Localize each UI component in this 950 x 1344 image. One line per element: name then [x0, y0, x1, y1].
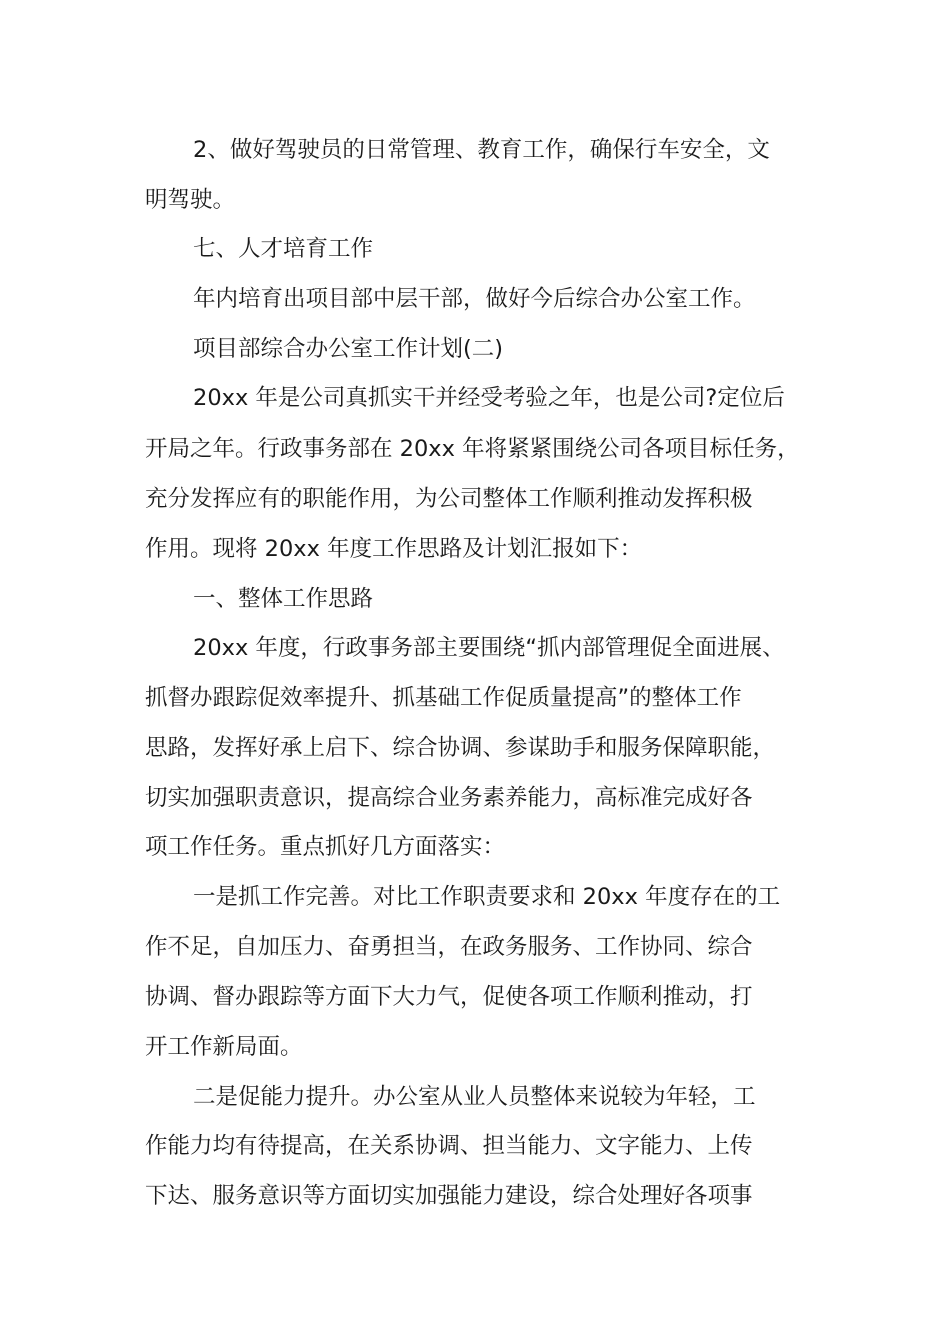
paragraph-line: 抓督办跟踪促效率提升、抓基础工作促质量提高”的整体工作	[145, 685, 742, 711]
section-heading: 七、人才培育工作	[193, 236, 374, 262]
document-title: 项目部综合办公室工作计划(二)	[193, 336, 504, 362]
paragraph-line: 2、做好驾驶员的日常管理、教育工作，确保行车安全，文	[193, 137, 770, 163]
paragraph-line: 下达、服务意识等方面切实加强能力建设，综合处理好各项事	[145, 1183, 753, 1209]
paragraph-line: 明驾驶。	[145, 187, 236, 213]
paragraph-line: 思路，发挥好承上启下、综合协调、参谋助手和服务保障职能，	[145, 735, 776, 761]
paragraph-line: 二是促能力提升。办公室从业人员整体来说较为年轻，工	[193, 1084, 756, 1110]
section-heading: 一、整体工作思路	[193, 586, 374, 612]
paragraph-line: 年内培育出项目部中层干部，做好今后综合办公室工作。	[193, 286, 756, 312]
paragraph-line: 开局之年。行政事务部在 20xx 年将紧紧围绕公司各项目标任务，	[145, 436, 800, 462]
paragraph-line: 协调、督办跟踪等方面下大力气，促使各项工作顺利推动，打	[145, 984, 753, 1010]
paragraph-line: 一是抓工作完善。对比工作职责要求和 20xx 年度存在的工	[193, 884, 781, 910]
paragraph-line: 项工作任务。重点抓好几方面落实：	[145, 834, 506, 860]
paragraph-line: 作不足，自加压力、奋勇担当，在政务服务、工作协同、综合	[145, 934, 753, 960]
paragraph-line: 作用。现将 20xx 年度工作思路及计划汇报如下：	[145, 536, 643, 562]
paragraph-line: 充分发挥应有的职能作用，为公司整体工作顺利推动发挥积极	[145, 486, 753, 512]
paragraph-line: 20xx 年度，行政事务部主要围绕“抓内部管理促全面进展、	[193, 635, 785, 661]
paragraph-line: 开工作新局面。	[145, 1034, 303, 1060]
paragraph-line: 20xx 年是公司真抓实干并经受考验之年，也是公司?定位后	[193, 385, 785, 411]
paragraph-line: 作能力均有待提高，在关系协调、担当能力、文字能力、上传	[145, 1133, 753, 1159]
paragraph-line: 切实加强职责意识，提高综合业务素养能力，高标准完成好各	[145, 785, 753, 811]
